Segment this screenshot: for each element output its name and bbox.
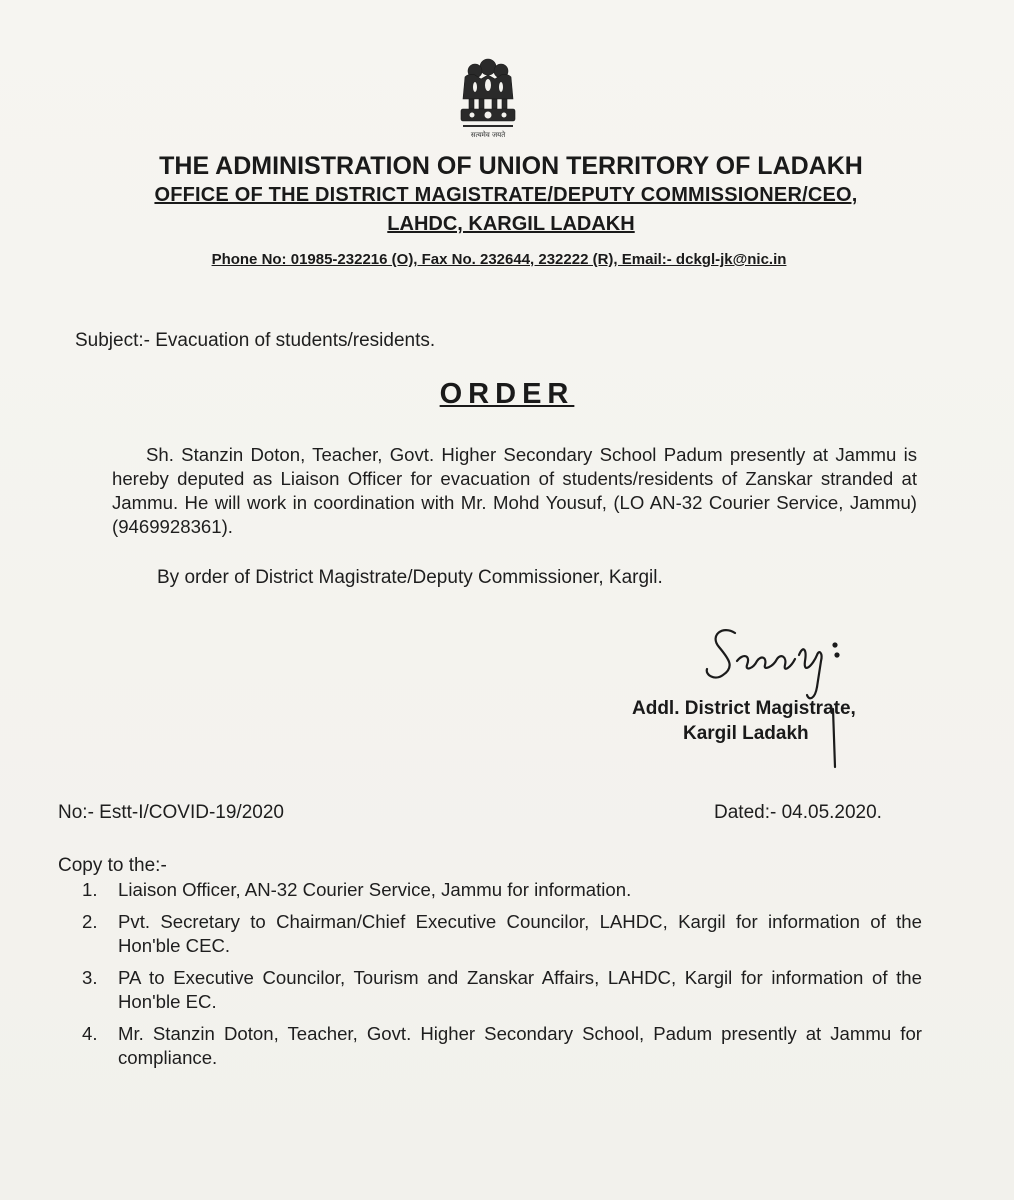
signatory-title: Addl. District Magistrate, [632,698,856,719]
subject-line: Subject:- Evacuation of students/residents. [75,330,436,351]
list-item-number: 1. [82,879,98,900]
copy-to-heading: Copy to the:- [58,855,167,876]
header-contact: Phone No: 01985-232216 (O), Fax No. 232644, 232222 (R), Email:- dckgl-jk@nic.in [211,251,787,268]
list-item-number: 3. [82,967,98,988]
list-item-text: Pvt. Secretary to Chairman/Chief Executive Councilor, LAHDC, Kargil for information of the Hon'ble CEC. [118,911,922,956]
order-body: Sh. Stanzin Doton, Teacher, Govt. Higher Secondary School Padum presently at Jammu is hereby deputed as Liaison Officer for evacuation of students/residents of Zanskar stranded at Jammu. He will work in coordination with Mr. Mohd Yousuf, (LO AN-32 Courier Service, Jammu) (9469928361). [112,444,917,537]
by-order-line: By order of District Magistrate/Deputy Commissioner, Kargil. [157,567,663,588]
copy-to-list [82,878,922,1078]
list-item [82,910,922,958]
header-administration: THE ADMINISTRATION OF UNION TERRITORY OF LADAKH [159,152,863,180]
order-title: ORDER [439,378,575,410]
list-item [82,966,922,1014]
handwritten-signature-icon [695,615,875,775]
signatory-location: Kargil Ladakh [683,723,809,744]
list-item-text: PA to Executive Councilor, Tourism and Zanskar Affairs, LAHDC, Kargil for information of the Hon'ble EC. [118,967,922,1012]
order-date: Dated:- 04.05.2020. [714,802,882,823]
list-item-text: Mr. Stanzin Doton, Teacher, Govt. Higher Secondary School, Padum presently at Jammu for compliance. [118,1023,922,1068]
list-item [82,878,922,902]
reference-number: No:- Estt-I/COVID-19/2020 [58,802,284,823]
header-location: LAHDC, KARGIL LADAKH [387,213,635,235]
header-office: OFFICE OF THE DISTRICT MAGISTRATE/DEPUTY COMMISSIONER/CEO, [154,184,858,206]
list-item-number: 4. [82,1023,98,1044]
emblem-motto: सत्यमेव जयते [470,131,506,139]
list-item-text: Liaison Officer, AN-32 Courier Service, Jammu for information. [118,879,632,900]
list-item [82,1022,922,1070]
list-item-number: 2. [82,911,98,932]
